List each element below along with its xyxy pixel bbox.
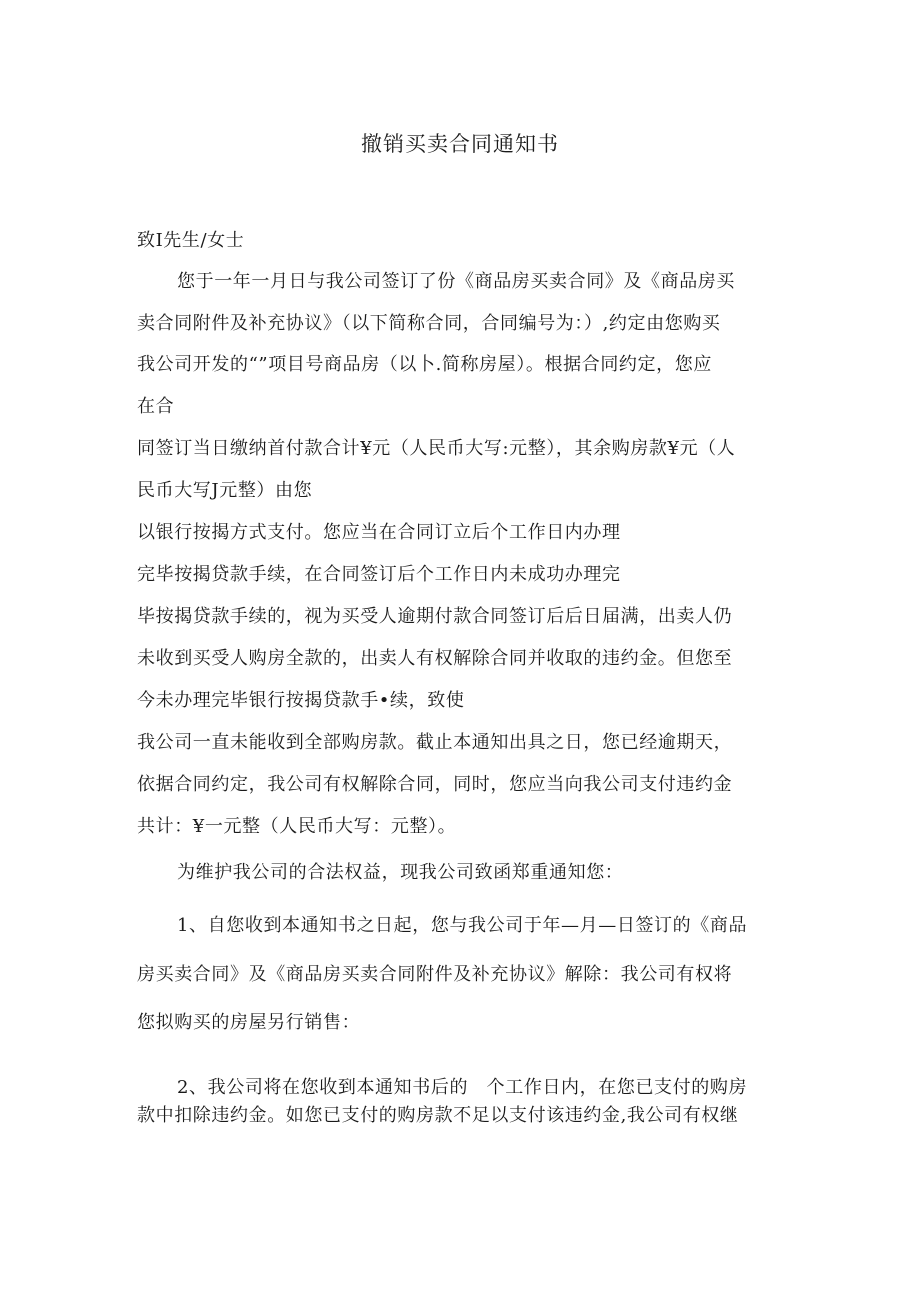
paragraph-line: 为维护我公司的合法权益，现我公司致函郑重通知您： [177,862,624,883]
clause-1-line: 您拟购买的房屋另行销售： [137,1012,361,1033]
paragraph-line: 在合 [137,396,175,417]
paragraph-line: 我公司开发的“”项目号商品房（以卜.简称房屋）。根据合同约定，您应 [137,354,712,375]
paragraph-line: 卖合同附件及补充协议》（以下简称合同，合同编号为：）,约定由您购买 [137,313,721,334]
clause-1-line: 1、自您收到本通知书之日起，您与我公司于年—月—日签订的《商品 [177,915,748,936]
document-title: 撤销买卖合同通知书 [361,132,559,156]
paragraph-line: 共计：¥一元整（人民币大写：元整）。 [137,816,457,837]
clause-2-line: 2、我公司将在您收到本通知书后的 个工作日内，在您已支付的购房 [177,1077,748,1098]
salutation: 致I先生/女士 [137,230,245,251]
paragraph-line: 您于一年一月日与我公司签订了份《商品房买卖合同》及《商品房买 [177,271,735,292]
clause-1-line: 房买卖合同》及《商品房买卖合同附件及补充协议》解除：我公司有权将 [137,964,733,985]
paragraph-line: 民币大写J元整）由您 [137,480,313,501]
clause-2-line: 款中扣除违约金。如您已支付的购房款不足以支付该违约金,我公司有权继 [137,1105,739,1126]
paragraph-line: 未收到买受人购房全款的，出卖人有权解除合同并收取的违约金。但您至 [137,648,733,669]
paragraph-line: 同签订当日缴纳首付款合计¥元（人民币大写:元整），其余购房款¥元（人 [137,438,736,459]
paragraph-line: 完毕按揭贷款手续，在合同签订后个工作日内未成功办理完 [137,564,621,585]
paragraph-line: 毕按揭贷款手续的，视为买受人逾期付款合同签订后后日届满，出卖人仍 [137,606,733,627]
paragraph-line: 今未办理完毕银行按揭贷款手•续，致使 [137,690,465,711]
paragraph-line: 依据合同约定，我公司有权解除合同，同时，您应当向我公司支付违约金 [137,774,733,795]
paragraph-line: 以银行按揭方式支付。您应当在合同订立后个工作日内办理 [137,522,621,543]
paragraph-line: 我公司一直未能收到全部购房款。截止本通知出具之日，您已经逾期天， [137,732,733,753]
